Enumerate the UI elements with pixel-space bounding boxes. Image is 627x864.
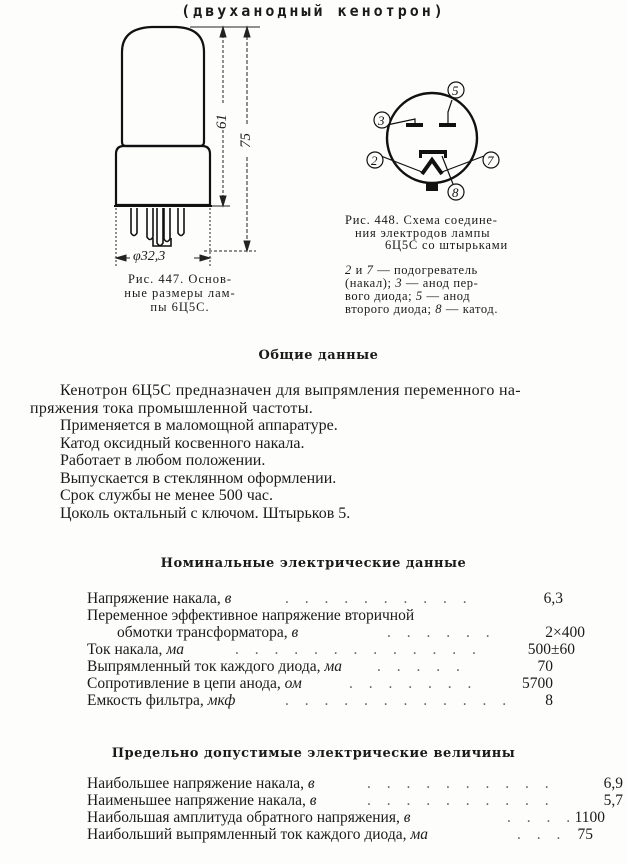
dimension-61-label: 61 [214,114,230,129]
legend-line: 2 и 7 — подогреватель [345,263,478,277]
page-title: (двуханодный кенотрон) [181,2,446,20]
pin-2-label: 2 [371,153,378,168]
nominal-row: Переменное эффективное напряжение вторичной [87,607,415,624]
legend-line: (накал); 3 — анод пер- [345,276,479,290]
row-value: 75 [577,826,593,843]
body-line: пряжения тока промышленной частоты. [30,399,314,417]
socket-circle [387,93,477,183]
body-line: Срок службы не менее 500 час. [60,487,273,504]
general-body [30,382,620,522]
row-value: 70 [537,658,553,675]
body-line: Работает в любом положении. [60,452,266,469]
figure-447-caption [100,272,260,314]
nominal-row: Напряжение накала, в . . . . . . . . . . 6,3 [87,590,563,607]
limits-row: Наибольшее напряжение накала, в . . . . . . . . . . 6,9 [87,775,623,792]
caption-line: Рис. 448. Схема соедине- [345,213,498,227]
nominal-row: Емкость фильтра, мкф . . . . . . . . . . . . 8 [87,692,553,709]
row-value: 6,3 [543,590,563,607]
row-value: 1100 [574,809,605,826]
limits-row: Наибольшая амплитуда обратного напряжения, в . . . . 1100 [87,809,605,826]
general-heading: Общие данные [258,348,379,363]
row-value: 2×400 [545,624,585,641]
body-line: Применяется в маломощной аппаратуре. [60,417,338,434]
caption-line: ния электродов лампы [355,225,491,240]
tube-base [116,146,210,205]
legend-line: второго диода; 8 — катод. [345,302,499,316]
pin-3-label: 3 [378,113,385,128]
row-value: 5,7 [603,792,623,809]
figure-448-legend [345,264,545,316]
figure-448-caption [345,214,540,252]
pin-7-label: 7 [487,153,494,168]
row-value: 6,9 [603,775,623,792]
anode-1 [406,123,423,127]
socket-key [426,182,438,191]
caption-line: Рис. 447. Основ- [127,272,233,286]
body-line: Цоколь октальный с ключом. Штырьков 5. [60,504,351,522]
heater [422,160,442,174]
row-value: 5700 [522,675,553,692]
limits-heading: Предельно допустимые электрические величины [111,746,516,761]
body-line: Кенотрон 6Ц5С предназначен для выпрямления переменного на- [60,382,521,399]
limits-row: Наименьшее напряжение накала, в . . . . . . . . . . 5,7 [87,792,623,809]
nominal-row: Ток накала, ма . . . . . . . . . . . . . 500±60 [87,641,575,658]
limits-row: Наибольший выпрямленный ток каждого диода, ма . . . 75 [87,826,593,843]
nominal-row: обмотки трансформатора, в . . . . . . 2×400 [117,624,585,641]
row-value: 500±60 [527,641,575,658]
caption-line: 6Ц5С со штырьками [385,238,508,252]
figure-448-socket-diagram [360,76,510,206]
caption-line: ные размеры лам- [124,286,236,300]
caption-line: пы 6Ц5С. [150,300,210,314]
dimension-diameter-label: φ32,3 [133,249,166,264]
pin-8-label: 8 [452,185,459,200]
body-line: Выпускается в стеклянном оформлении. [60,469,337,487]
row-value: 8 [545,692,553,709]
tube-bulb [122,27,204,146]
body-line: Катод оксидный косвенного накала. [60,434,305,452]
anode-2 [439,123,456,127]
legend-line: вого диода; 5 — анод [345,289,471,303]
nominal-heading: Номинальные электрические данные [160,556,467,571]
nominal-row: Выпрямленный ток каждого диода, ма . . . . . 70 [87,658,553,675]
pin-5-label: 5 [452,83,459,98]
dimension-75-label: 75 [238,133,254,148]
nominal-row: Сопротивление в цепи анода, ом . . . . . . . 5700 [87,675,553,692]
tube-pins [131,208,184,246]
